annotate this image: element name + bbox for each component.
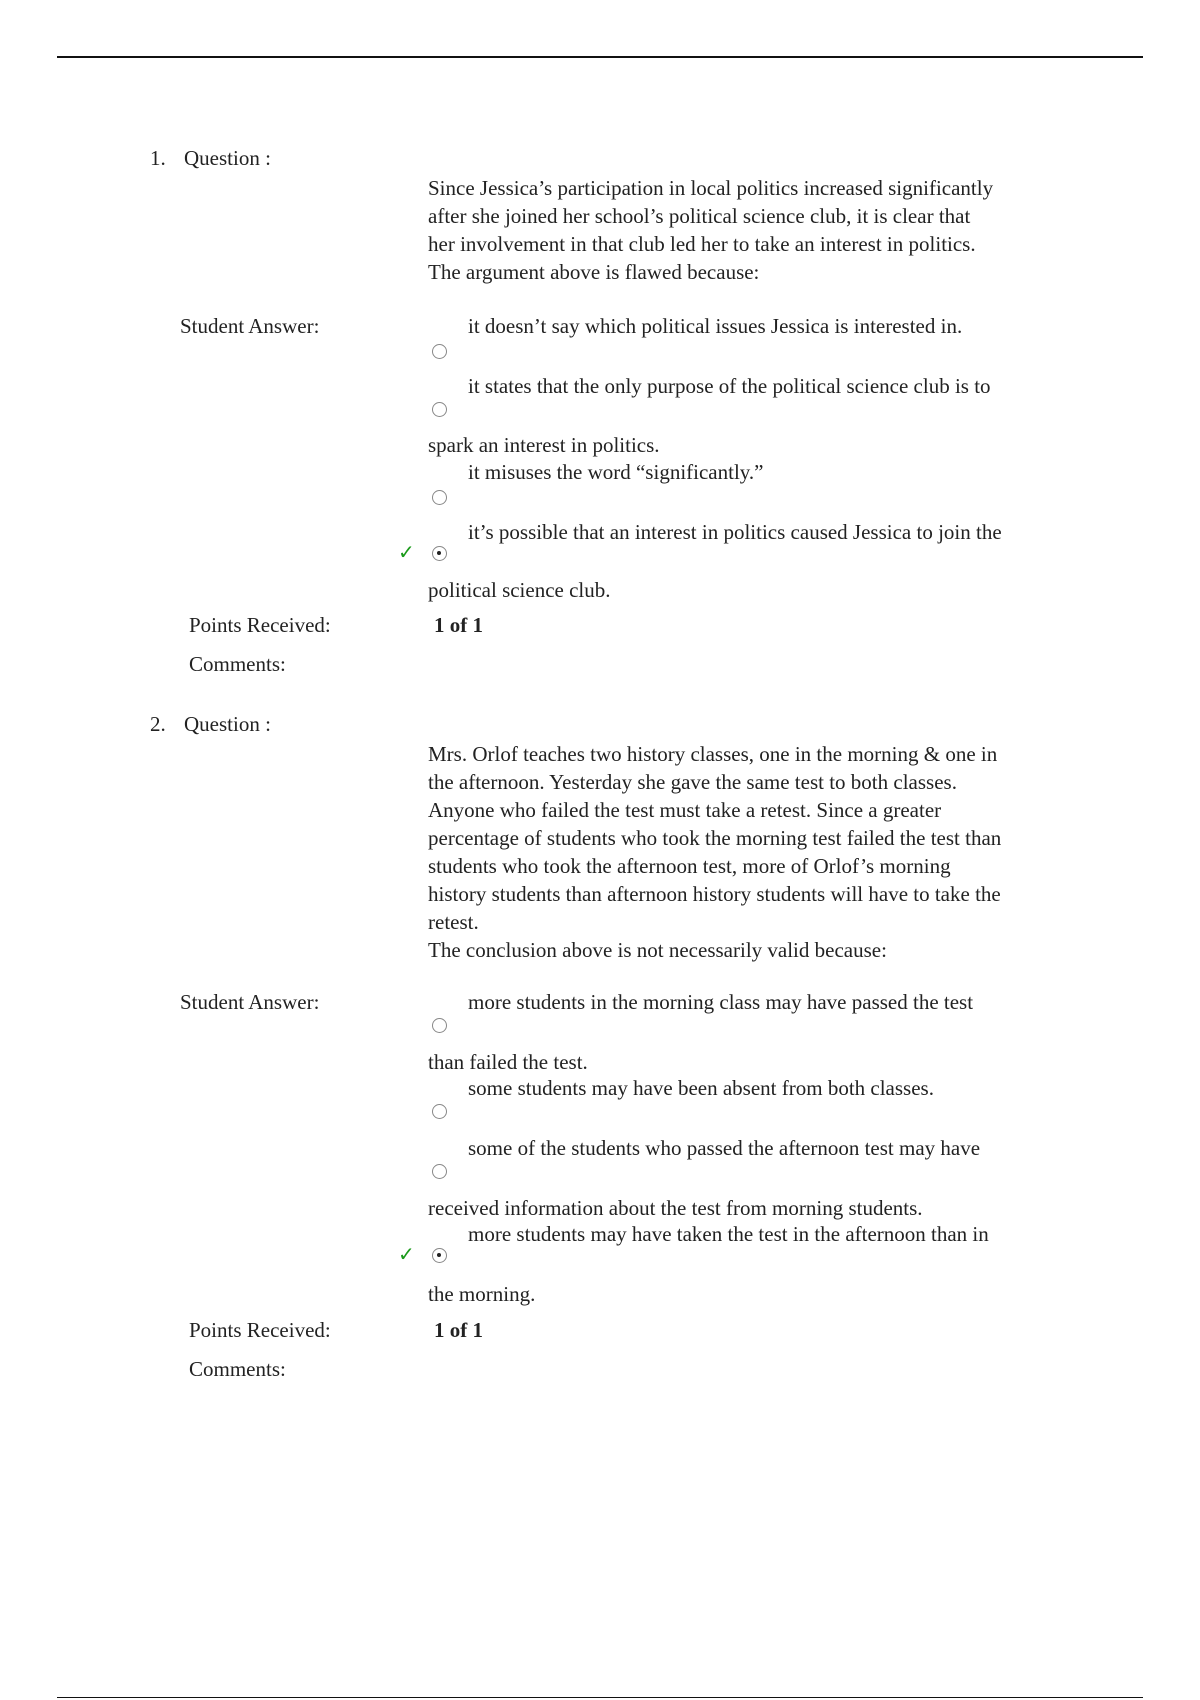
question-label: Question : xyxy=(184,712,271,736)
question-prompt xyxy=(428,740,1098,964)
comments-label: Comments: xyxy=(189,1357,286,1381)
points-value: 1 of 1 xyxy=(434,613,483,637)
prompt-line: percentage of students who took the morning test failed the test than xyxy=(428,826,1002,850)
comments-label: Comments: xyxy=(189,652,286,676)
prompt-line: The conclusion above is not necessarily valid because: xyxy=(428,938,887,962)
prompt-line: retest. xyxy=(428,910,479,934)
option-text: it misuses the word “significantly.” xyxy=(468,460,764,484)
radio-selected-icon[interactable] xyxy=(432,1248,447,1263)
question-number: 1. xyxy=(150,146,166,170)
prompt-line: the afternoon. Yesterday she gave the same test to both classes. xyxy=(428,770,957,794)
option-text: some students may have been absent from both classes. xyxy=(468,1076,934,1100)
checkmark-icon: ✓ xyxy=(398,1242,415,1266)
radio-empty-icon[interactable] xyxy=(432,1164,447,1179)
bottom-rule xyxy=(57,1697,1143,1698)
checkmark-icon: ✓ xyxy=(398,540,415,564)
prompt-line: Anyone who failed the test must take a retest. Since a greater xyxy=(428,798,942,822)
option-text: it doesn’t say which political issues Jessica is interested in. xyxy=(468,314,963,338)
option-text-continued: spark an interest in politics. xyxy=(428,433,660,457)
prompt-line: Mrs. Orlof teaches two history classes, one in the morning & one in xyxy=(428,742,998,766)
option-text-continued: than failed the test. xyxy=(428,1050,588,1074)
radio-empty-icon[interactable] xyxy=(432,1018,447,1033)
prompt-line: students who took the afternoon test, more of Orlof’s morning xyxy=(428,854,951,878)
question-prompt xyxy=(428,174,1098,286)
student-answer-label: Student Answer: xyxy=(180,314,320,338)
option-text-continued: received information about the test from morning students. xyxy=(428,1196,923,1220)
option-text-continued: political science club. xyxy=(428,578,611,602)
prompt-line: Since Jessica’s participation in local politics increased significantly xyxy=(428,176,994,200)
radio-empty-icon[interactable] xyxy=(432,1104,447,1119)
option-text: it’s possible that an interest in politics caused Jessica to join the xyxy=(468,520,1002,544)
option-text: more students in the morning class may have passed the test xyxy=(468,990,974,1014)
prompt-line: The argument above is flawed because: xyxy=(428,260,760,284)
points-received-label: Points Received: xyxy=(189,1318,331,1342)
radio-empty-icon[interactable] xyxy=(432,344,447,359)
prompt-line: history students than afternoon history students will have to take the xyxy=(428,882,1001,906)
radio-empty-icon[interactable] xyxy=(432,490,447,505)
points-received-label: Points Received: xyxy=(189,613,331,637)
prompt-line: after she joined her school’s political science club, it is clear that xyxy=(428,204,971,228)
question-number: 2. xyxy=(150,712,166,736)
option-text-continued: the morning. xyxy=(428,1282,536,1306)
question-label: Question : xyxy=(184,146,271,170)
student-answer-label: Student Answer: xyxy=(180,990,320,1014)
points-value: 1 of 1 xyxy=(434,1318,483,1342)
option-text: it states that the only purpose of the political science club is to xyxy=(468,374,991,398)
prompt-line: her involvement in that club led her to take an interest in politics. xyxy=(428,232,976,256)
radio-selected-icon[interactable] xyxy=(432,546,447,561)
radio-empty-icon[interactable] xyxy=(432,402,447,417)
option-text: more students may have taken the test in the afternoon than in xyxy=(468,1222,989,1246)
option-text: some of the students who passed the afternoon test may have xyxy=(468,1136,981,1160)
top-rule xyxy=(57,56,1143,58)
